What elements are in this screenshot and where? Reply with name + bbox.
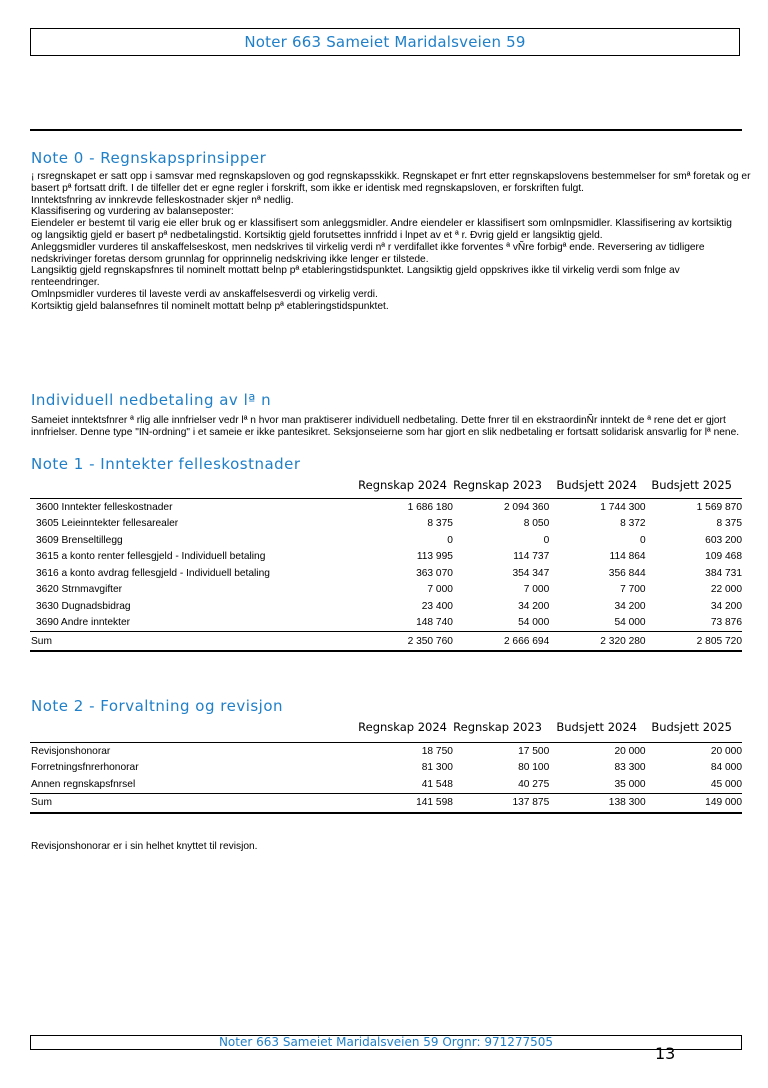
individual-line: innfrielser. Denne type "IN-ordning" i et sameie er ikke pantesikret. Seksjonseierne som har gjort en slik nedbetaling er fortsatt solidarisk ansvarlig for lª nene.: [31, 426, 740, 438]
row-value: 8 372: [620, 518, 646, 530]
row-value: 0: [639, 534, 646, 546]
note0-body: [31, 171, 751, 313]
header-divider: [30, 129, 742, 131]
row-value: 2 094 360: [453, 499, 549, 516]
sum-value: 2 350 760: [357, 632, 453, 652]
row-value: 40 275: [518, 778, 550, 790]
row-value: 603 200: [705, 534, 742, 546]
note0-line: Omlnpsmidler vurderes til laveste verdi av anskaffelsesverdi og virkelig verdi.: [31, 288, 378, 300]
note0-line: renteendringer.: [31, 277, 100, 289]
table-row: [30, 743, 742, 760]
table-row: [30, 776, 742, 793]
note0-line: Klassifisering og vurdering av balanseposter:: [31, 206, 234, 218]
row-label: Revisjonshonorar: [30, 743, 357, 760]
individual-title: Individuell nedbetaling av lª n: [31, 391, 272, 409]
sum-label: Sum: [30, 793, 357, 813]
table-row: [30, 565, 742, 582]
row-value: 81 300: [421, 762, 453, 774]
row-value: 41 548: [421, 778, 453, 790]
note0-line: Langsiktig gjeld regnskapsfnres til nominelt mottatt belnp pª etableringstidspunktet. Langsiktig gjeld oppskrives ikke til virkelig verdi som fnlge av: [31, 265, 680, 277]
row-value: 354 347: [512, 567, 550, 579]
row-value: 23 400: [421, 600, 453, 612]
note0-line: og langsiktig gjeld er basert pª nedbetalingstid. Kortsiktig gjeld forutsettes innfridd i lnpet av et ª r. Ðvrig gjeld er langsiktig gjeld.: [31, 229, 603, 241]
table-row: [30, 549, 742, 566]
row-value: 109 468: [705, 551, 742, 563]
page-footer: [30, 1035, 742, 1050]
sum-value: 149 000: [646, 793, 742, 813]
row-value: 1 744 300: [549, 499, 645, 516]
note0-line: Kortsiktig gjeld balansefnres til nominelt mottatt belnp pª etableringstidspunktet.: [31, 300, 389, 312]
row-value: 363 070: [416, 567, 453, 579]
note1-col-header: Budsjett 2025: [651, 478, 732, 492]
note1-col-header: Regnskap 2024: [358, 478, 447, 492]
header-title: Noter 663 Sameiet Maridalsveien 59: [244, 33, 526, 51]
sum-value: 2 320 280: [549, 632, 645, 652]
row-label: 3615 a konto renter fellesgjeld - Individuell betaling: [36, 551, 266, 563]
note2-col-header: Regnskap 2024: [358, 720, 447, 734]
sum-value: 141 598: [357, 793, 453, 813]
row-value: 54 000: [614, 617, 646, 629]
row-value: 20 000: [549, 743, 645, 760]
note0-line: basert pª fortsatt drift. I de tilfeller det er egne regler i forskrift, som ikke er identisk med regnskapsloven, er forskriften fulgt.: [31, 182, 584, 194]
row-value: 7 000: [427, 584, 453, 596]
row-value: 34 200: [614, 600, 646, 612]
row-label: Forretningsfnrerhonorar: [31, 762, 139, 774]
row-value: 17 500: [453, 743, 549, 760]
sum-row: [30, 632, 742, 652]
sum-value: 2 666 694: [453, 632, 549, 652]
row-value: 8 375: [427, 518, 453, 530]
row-value: 1 569 870: [646, 499, 742, 516]
table-row: [30, 760, 742, 777]
note2-col-header: Regnskap 2023: [453, 720, 542, 734]
sum-value: 2 805 720: [646, 632, 742, 652]
row-label: 3630 Dugnadsbidrag: [36, 600, 131, 612]
table-row: [30, 532, 742, 549]
table-row: [30, 582, 742, 599]
row-label: 3616 a konto avdrag fellesgjeld - Individuell betaling: [36, 567, 270, 579]
table-row: [30, 615, 742, 632]
row-value: 83 300: [614, 762, 646, 774]
page-number: 13: [655, 1044, 676, 1063]
row-value: 7 000: [523, 584, 550, 596]
row-value: 0: [447, 534, 453, 546]
sum-value: 138 300: [549, 793, 645, 813]
row-value: 8 375: [716, 518, 742, 530]
row-value: 22 000: [710, 584, 742, 596]
row-label: Annen regnskapsfnrsel: [31, 778, 136, 790]
note2-col-header: Budsjett 2025: [651, 720, 732, 734]
table-row: [30, 598, 742, 615]
note0-line: Inntektsfnring av innkrevde felleskostnader skjer nª nedlig.: [31, 194, 294, 206]
note1-col-header: Budsjett 2024: [556, 478, 637, 492]
row-value: 8 050: [523, 518, 550, 530]
row-value: 18 750: [357, 743, 453, 760]
note2-footnote: Revisjonshonorar er i sin helhet knyttet til revisjon.: [31, 841, 258, 852]
row-value: 114 864: [609, 551, 646, 563]
row-label: 3600 Inntekter felleskostnader: [30, 499, 357, 516]
page-header: [30, 28, 740, 56]
table-row: [30, 516, 742, 533]
row-value: 7 700: [620, 584, 646, 596]
row-value: 148 740: [416, 617, 453, 629]
row-value: 384 731: [705, 567, 742, 579]
footer-text: Noter 663 Sameiet Maridalsveien 59 Orgnr: 971277505: [218, 1035, 554, 1049]
table-row: [30, 499, 742, 516]
row-value: 114 737: [513, 551, 550, 563]
row-value: 45 000: [710, 778, 742, 790]
row-label: 3690 Andre inntekter: [36, 617, 131, 629]
row-value: 34 200: [518, 600, 550, 612]
individual-line: Sameiet inntektsfnrer ª rlig alle innfrielser vedr lª n hvor man praktiserer individuell nedbetaling. Dette fnrer til en ekstraordinÑr inntekt de ª rene det er gjort: [31, 415, 726, 426]
row-value: 20 000: [646, 743, 742, 760]
note0-line: ¡ rsregnskapet er satt opp i samsvar med regnskapsloven og god regnskapsskikk. Regnskapet er fnrt etter regnskapslovens bestemmelser for smª foretak og er: [31, 171, 751, 182]
row-label: 3605 Leieinntekter fellesarealer: [36, 518, 179, 530]
row-label: 3620 Strnmavgifter: [36, 584, 123, 596]
individual-body: [31, 415, 743, 439]
note0-line: nedskrivinger foretas dersom grunnlag for opprinnelig nedskriving ikke lenger er tilstede.: [31, 253, 429, 265]
note0-line: Anleggsmidler vurderes til anskaffelseskost, men nedskrives til virkelig verdi nª r verdifallet ikke forventes ª vÑre forbigª ende. Reversering av tidligere: [31, 241, 705, 253]
row-value: 113 995: [416, 551, 453, 563]
row-value: 0: [543, 534, 550, 546]
note1-title: Note 1 - Inntekter felleskostnader: [31, 455, 301, 473]
sum-label: Sum: [30, 632, 357, 652]
note1-table: [30, 498, 742, 652]
note0-title: Note 0 - Regnskapsprinsipper: [31, 149, 267, 167]
sum-row: [30, 793, 742, 813]
row-value: 35 000: [614, 778, 646, 790]
note2-col-header: Budsjett 2024: [556, 720, 637, 734]
row-value: 84 000: [710, 762, 742, 774]
row-value: 54 000: [518, 617, 550, 629]
row-value: 1 686 180: [357, 499, 453, 516]
row-value: 356 844: [608, 567, 646, 579]
row-value: 34 200: [710, 600, 742, 612]
note2-title: Note 2 - Forvaltning og revisjon: [31, 697, 284, 715]
row-value: 80 100: [518, 762, 550, 774]
note2-table: [30, 742, 742, 814]
row-label: 3609 Brenseltillegg: [36, 534, 123, 546]
row-value: 73 876: [710, 617, 742, 629]
note1-col-header: Regnskap 2023: [453, 478, 542, 492]
note0-line: Eiendeler er bestemt til varig eie eller bruk og er klassifisert som anleggsmidler. Andre eiendeler er klassifisert som omlnpsmidler. Klassifisering av kortsiktig: [31, 218, 732, 230]
sum-value: 137 875: [453, 793, 549, 813]
